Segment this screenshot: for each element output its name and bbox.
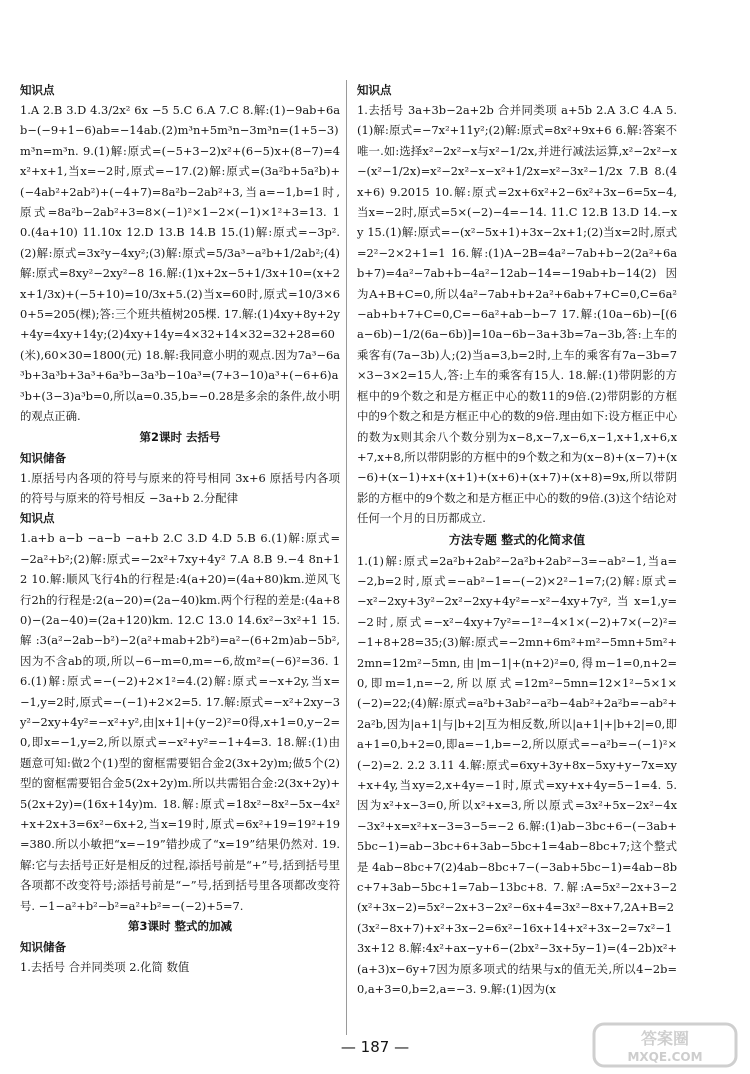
svg-text:答案圈: 答案圈 [640, 1029, 690, 1048]
section-heading: 知识储备 [20, 450, 66, 465]
answer-block: 1.去括号 3a+3b−2a+2b 合并同类项 a+5b 2.A 3.C 4.A 5.(1)解:原式=−7x²+11y²;(2)解:原式=8x²+9x+6 6.解:答案不唯一.如:选择x²−2x²−x与x²−1/2x,并进行减法运算,x²−2x²−x−(x²−1/2x)=x²−2x²−x−x²+1/2x=x²−3x²−1/2x 7.B 8.(4x+6) 9.2015 10.解:原式=2x+6x²+2−6x²+3x−6=5x−4,当x=−2时,原式=5×(−2)−4=−14. 11.C 12.B 13.D 14.−xy 15.(1)解:原式=−(x²−5x+1)+3x−2x+1;(2)当x=2时,原式=2²−2×2+1=1 16.解:(1)A−2B=4a²−7ab+b−2(2a²+6ab+7)=4a²−7ab+b−4a²−12ab−14=−19ab+b−14(2)因为A+B+C=0,所以4a²−7ab+b+2a²+6ab+7+C=0,C=6a²−ab+b+7+C=0,C=−6a²+ab−b−7 17.解:(10a−6b)−[(6a−6b)−1/2(6a−6b)]=10a−6b−3a+3b=7a−3b,答:上车的乘客有(7a−3b)人;(2)当a=3,b=2时,上车的乘客有7a−3b=7×3−3×2=15人,答:上车的乘客有15人. 18.解:(1)带阴影的方框中的9个数之和是方框正中心的数11的9倍.(2)带阴影的方框中的9个数之和是方框正中心的数的9倍.理由如下:设方框正中心的数为x则其余八个数分别为x−8,x−7,x−6,x−1,x+1,x+6,x+7,x+8,所以带阴影的方框中的9个数之和为(x−8)+(x−7)+(x−6)+(x−1)+x+(x+1)+(x+6)+(x+7)+(x+8)=9x,所以带阴影的方框中的9个数之和是方框正中心的数的9倍.(3)这个结论对任何一个月的日历都成立. [357, 103, 677, 526]
answer-block: 1.a+b a−b −a−b −a+b 2.C 3.D 4.D 5.B 6.(1)解:原式=−2a²+b²;(2)解:原式=−2x²+7xy+4y² 7.A 8.B 9.−4 8n+12 10.解:顺风飞行4h的行程是:4(a+20)=(4a+80)km.逆风飞行2h的行程是:2(a−20)=(2a−40)km.两个行程的差是:(4a+80)−(2a−40)=(2a+120)km. 12.C 13.0 14.6x²−3x²+1 15.解:3(a²−2ab−b²)−2(a²+mab+2b²)=a²−(6+2m)ab−5b²,因为不含ab的项,所以−6−m=0,m=−6,故m²=(−6)²=36. 16.(1)解:原式=−(−2)+2×1²=4.(2)解:原式=−x+2y,当x=−1,y=2时,原式=−(−1)+2×2=5. 17.解:原式=−x²+2xy−3y²−2xy+4y²=−x²+y²,由|x+1|+(y−2)²=0得,x+1=0,y−2=0,即x=−1,y=2,所以原式=−x²+y²=−1+4=3. 18.解:(1)由题意可知:做2个(1)型的窗框需要铝合金2(3x+2y)m;做5个(2)型的窗框需要铝合金5(2x+2y)m.所以共需铝合金:2(3x+2y)+5(2x+2y)=(16x+14y)m. 18.解:原式=18x²−8x²−5x−4x²+x+2x+3=6x²−6x+2,当x=19时,原式=6x²+19=19²+19=380.所以小敏把“x=−19”错抄成了“x=19”结果仍然对. 19.解:它与去括号正好是相反的过程,添括号前是“+”号,括到括号里各项都不改变符号;添括号前是“−”号,括到括号里各项都改变符号. −1−a²+b²−b²=a²+b²=−(−2)+5=7. [20, 531, 340, 913]
answer-block: 1.去括号 合并同类项 2.化简 数值 [20, 960, 190, 975]
left-column [20, 80, 340, 977]
watermark-logo [590, 1020, 740, 1070]
answer-block: 1.原括号内各项的符号与原来的符号相同 3x+6 原括号内各项的符号与原来的符号相反 −3a+b 2.分配律 [20, 470, 340, 505]
section-heading: 知识点 [357, 83, 392, 97]
answer-block: 1.A 2.B 3.D 4.3/2x² 6x −5 5.C 6.A 7.C 8.解:(1)−9ab+6ab−(−9+1−6)ab=−14ab.(2)m³n+5m³n−3m³n=(1+5−3)m³n=m³n. 9.(1)解:原式=(−5+3−2)x²+(6−5)x+(8−7)=4x²+x+1,当x=−2时,原式=−17.(2)解:原式=(3a²b+5a²b)+(−4ab²+2ab²)+(−4+7)=8a²b−2ab²+3,当a=−1,b=1时,原式=8a²b−2ab²+3=8×(−1)²×1−2×(−1)×1²+3=13. 10.(4a+10) 11.10x 12.D 13.B 14.B 15.(1)解:原式=−3p².(2)解:原式=3x²y−4xy²;(3)解:原式=5/3a³−a²b+1/2ab²;(4)解:原式=8xy²−2xy²−8 16.解:(1)x+2x−5+1/3x+10=(x+2x+1/3x)+(−5+10)=10/3x+5.(2)当x=60时,原式=10/3×60+5=205(棵);答:三个班共植树205棵. 17.解:(1)4xy+8y+2y+4y=4xy+14y;(2)4xy+14y=4×32+14×32=32+28=60(米),60×30=1800(元) 18.解:我同意小明的观点.因为7a³−6a³b+3a³b+3a³+6a³b−3a³b−10a³=(7+3−10)a³+(−6+6)a³b+(3−3)a³b=0,所以a=0.35,b=−0.28是多余的条件,故小明的观点正确. [20, 103, 340, 424]
answer-block: 1.(1)解:原式=2a²b+2ab²−2a²b+2ab²−3=−ab²−1,当a=−2,b=2时,原式=−ab²−1=−(−2)×2²−1=7;(2)解:原式=−x²−2xy+3y²−2x²−2xy+4y²=−x²−4xy+7y²,当x=1,y=−2时,原式=−x²−4xy+7y²=−1²−4×1×(−2)+7×(−2)²=−1+8+28=35;(3)解:原式=−2mn+6m²+m²−5mn+5m²+2mn=12m²−5mn,由|m−1|+(n+2)²=0,得m−1=0,n+2=0,即m=1,n=−2,所以原式=12m²−5mn=12×1²−5×1×(−2)=22;(4)解:原式=a²b+3ab²−a²b−4ab²+2a²b=−ab²+2a²b,因为|a+1|与|b+2|互为相反数,所以|a+1|+|b+2|=0,即a+1=0,b+2=0,即a=−1,b=−2,所以原式=−a²b=−(−1)²×(−2)=2. 2.2 3.11 4.解:原式=6xy+3y+8x−5xy+y−7x=xy+x+4y,当xy=2,x+4y=−1时,原式=xy+x+4y=5−1=4. 5.因为x²+x−3=0,所以x²+x=3,所以原式=3x²+5x−2x²−4x−3x²+x=x²+x−3=3−5=−2 6.解:(1)ab−3bc+6−(−3ab+5bc−1)=ab−3bc+6+3ab−5bc+1=4ab−8bc+7;这个整式是4ab−8bc+7(2)4ab−8bc+7−(−3ab+5bc−1)=4ab−8bc+7+3ab−5bc+1=7ab−13bc+8. 7.解:A=5x²−2x+3−2(x²+3x−2)=5x²−2x+3−2x²−6x+4=3x²−8x+7,2A+B=2(3x²−8x+7)+x²+3x−2=6x²−16x+14+x²+3x−2=7x²−13x+12 8.解:4x²+ax−y+6−(2bx²−3x+5y−1)=(4−2b)x²+(a+3)x−6y+7因为原多项式的结果与x的值无关,所以4−2b=0,a+3=0,b=2,a=−3. 9.解:(1)因为(x [357, 553, 677, 997]
page-number: — 187 — [340, 1038, 410, 1056]
column-divider [346, 80, 347, 1035]
lesson-title: 第2课时 去括号 [139, 429, 221, 444]
section-heading: 知识点 [20, 83, 55, 97]
section-heading: 知识储备 [20, 940, 66, 955]
method-title: 方法专题 整式的化简求值 [448, 532, 586, 547]
lesson-title: 第3课时 整式的加减 [127, 919, 232, 934]
section-heading: 知识点 [20, 511, 55, 526]
right-column [357, 80, 677, 999]
svg-text:MXQE.COM: MXQE.COM [627, 1050, 703, 1064]
